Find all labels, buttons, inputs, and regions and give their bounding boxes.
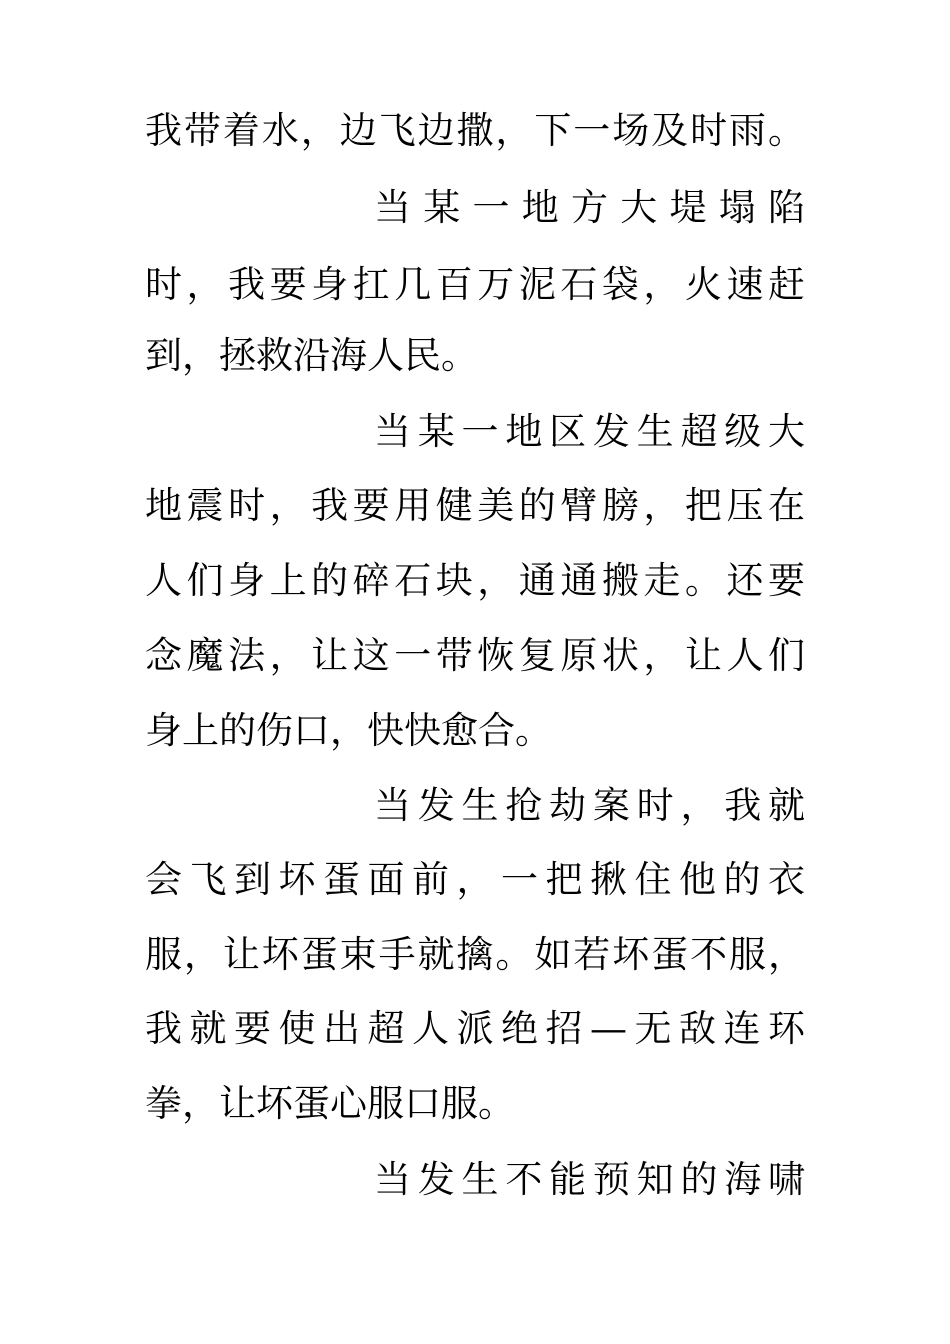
text-line: 地震时，我要用健美的臂膀，把压在 (145, 484, 805, 527)
text-line: 念魔法，让这一带恢复原状，让人们 (145, 634, 805, 677)
paragraph-start-line: 当某一地区发生超级大 (374, 410, 805, 453)
paragraph-start-line: 当某一地方大堤塌陷 (374, 186, 805, 229)
text-line: 时，我要身扛几百万泥石袋，火速赶 (145, 263, 805, 306)
text-line: 到，拯救沿海人民。 (145, 334, 478, 377)
text-line: 服，让坏蛋束手就擒。如若坏蛋不服， (145, 933, 805, 976)
text-line: 身上的伤口，快快愈合。 (145, 709, 552, 752)
text-line: 会飞到坏蛋面前，一把揪住他的衣 (145, 858, 805, 901)
text-line: 拳，让坏蛋心服口服。 (145, 1082, 515, 1125)
paragraph-start-line: 当发生不能预知的海啸 (374, 1158, 805, 1201)
text-line: 我带着水，边飞边撒，下一场及时雨。 (145, 109, 805, 152)
text-line: 我就要使出超人派绝招—无敌连环 (145, 1007, 805, 1050)
paragraph-start-line: 当发生抢劫案时，我就 (374, 784, 805, 827)
text-line: 人们身上的碎石块，通通搬走。还要 (145, 559, 805, 602)
